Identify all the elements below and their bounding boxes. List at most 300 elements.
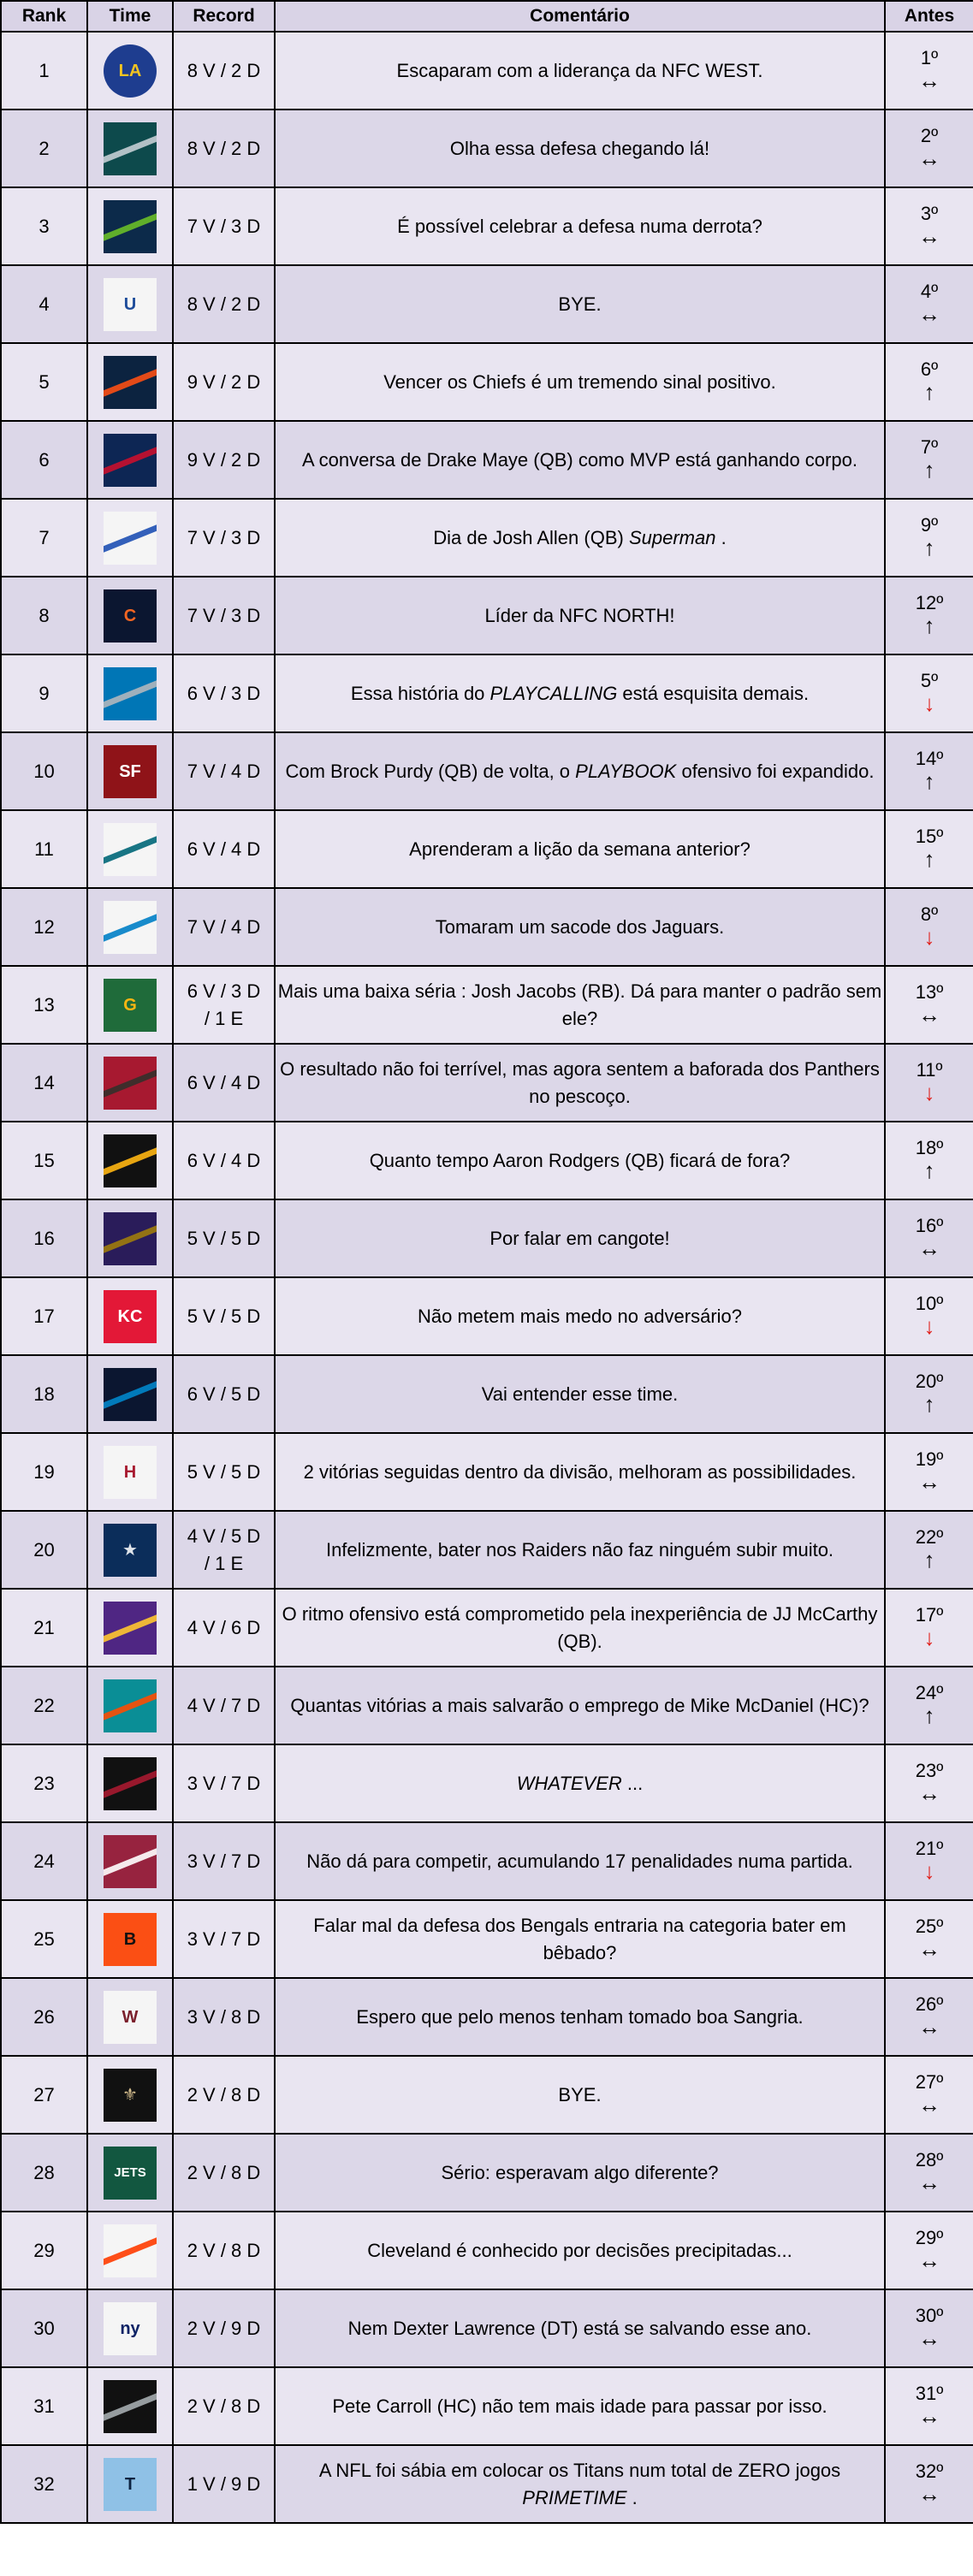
comment-cell bbox=[275, 2056, 885, 2134]
green-bay-packers-logo-icon bbox=[104, 979, 157, 1032]
las-vegas-raiders-logo-icon bbox=[104, 2380, 157, 2433]
comment-text: O ritmo ofensivo está comprometido pela inexperiência de JJ McCarthy (QB). bbox=[282, 1602, 878, 1652]
washington-commanders-logo-icon bbox=[104, 1991, 157, 2044]
table-row bbox=[1, 265, 973, 343]
logo-text: ★ bbox=[122, 1540, 138, 1560]
previous-rank: 10º bbox=[915, 1293, 944, 1315]
previous-rank-cell bbox=[885, 1044, 973, 1122]
table-row bbox=[1, 888, 973, 966]
previous-rank: 18º bbox=[915, 1137, 944, 1159]
logo-text: U bbox=[123, 294, 137, 314]
denver-broncos-logo-icon bbox=[104, 356, 157, 409]
table-row bbox=[1, 499, 973, 577]
houston-texans-logo-icon bbox=[104, 1446, 157, 1499]
comment-text: WHATEVER bbox=[516, 1772, 622, 1794]
trend-same-icon: ↔ bbox=[918, 223, 940, 250]
trend-same-icon: ↔ bbox=[918, 145, 940, 172]
arizona-cardinals-logo-icon bbox=[104, 1835, 157, 1888]
table-row bbox=[1, 1822, 973, 1900]
previous-rank: 31º bbox=[915, 2383, 944, 2405]
pittsburgh-steelers-logo-icon bbox=[104, 1134, 157, 1187]
record-cell: 3 V / 8 D bbox=[173, 1978, 275, 2056]
trend-up-icon: ↑ bbox=[923, 457, 935, 483]
logo-accent bbox=[104, 210, 157, 242]
comment-text: Infelizmente, bater nos Raiders não faz ninguém subir muito. bbox=[325, 1538, 834, 1560]
previous-rank-cell bbox=[885, 810, 973, 888]
rank-cell: 10 bbox=[1, 732, 87, 810]
dallas-cowboys-logo-icon bbox=[104, 1524, 157, 1577]
trend-same-icon: ↔ bbox=[918, 1780, 940, 1807]
trend-same-icon: ↔ bbox=[918, 1002, 940, 1028]
previous-rank: 17º bbox=[915, 1604, 944, 1626]
comment-cell bbox=[275, 1667, 885, 1744]
team-cell bbox=[87, 2134, 173, 2212]
comment-cell bbox=[275, 110, 885, 187]
team-cell bbox=[87, 187, 173, 265]
comment-cell bbox=[275, 32, 885, 110]
logo-text: SF bbox=[119, 761, 141, 781]
trend-down-icon: ↓ bbox=[923, 924, 935, 950]
previous-rank-cell bbox=[885, 732, 973, 810]
previous-rank: 12º bbox=[915, 592, 944, 614]
previous-rank: 23º bbox=[915, 1760, 944, 1782]
comment-text: Nem Dexter Lawrence (DT) está se salvando esse ano. bbox=[347, 2317, 812, 2339]
logo-accent bbox=[104, 2390, 157, 2422]
comment-text: O resultado não foi terrível, mas agora sentem a baforada dos Panthers no pescoço. bbox=[280, 1057, 880, 1107]
record-cell: 2 V / 8 D bbox=[173, 2056, 275, 2134]
previous-rank-cell bbox=[885, 2367, 973, 2445]
team-cell bbox=[87, 2289, 173, 2367]
seattle-seahawks-logo-icon bbox=[104, 200, 157, 253]
comment-cell bbox=[275, 1978, 885, 2056]
rank-cell: 18 bbox=[1, 1355, 87, 1433]
tennessee-titans-logo-icon bbox=[104, 2458, 157, 2511]
previous-rank-cell bbox=[885, 265, 973, 343]
previous-rank: 27º bbox=[915, 2071, 944, 2093]
trend-same-icon: ↔ bbox=[918, 301, 940, 328]
comment-cell bbox=[275, 966, 885, 1044]
trend-down-icon: ↓ bbox=[923, 690, 935, 717]
table-row bbox=[1, 1122, 973, 1199]
previous-rank: 11º bbox=[916, 1059, 943, 1081]
trend-same-icon: ↔ bbox=[918, 2403, 940, 2430]
rank-cell: 25 bbox=[1, 1900, 87, 1978]
comment-text: PLAYBOOK bbox=[575, 760, 677, 782]
record-cell: 6 V / 4 D bbox=[173, 810, 275, 888]
rank-cell: 14 bbox=[1, 1044, 87, 1122]
trend-same-icon: ↔ bbox=[918, 1936, 940, 1963]
comment-text: Quantas vitórias a mais salvarão o emprego de Mike McDaniel (HC)? bbox=[290, 1694, 869, 1716]
table-row bbox=[1, 1744, 973, 1822]
comment-cell bbox=[275, 343, 885, 421]
logo-text: ⚜ bbox=[122, 2085, 138, 2105]
logo-accent bbox=[104, 1690, 157, 1721]
jacksonville-jaguars-logo-icon bbox=[104, 823, 157, 876]
record-cell: 8 V / 2 D bbox=[173, 32, 275, 110]
comment-text: Sério: esperavam algo diferente? bbox=[441, 2161, 719, 2183]
team-cell bbox=[87, 1667, 173, 1744]
team-cell bbox=[87, 1978, 173, 2056]
previous-rank-cell bbox=[885, 2056, 973, 2134]
logo-accent bbox=[104, 133, 157, 164]
trend-down-icon: ↓ bbox=[923, 1080, 935, 1106]
previous-rank-cell bbox=[885, 32, 973, 110]
team-cell bbox=[87, 2445, 173, 2523]
previous-rank: 7º bbox=[920, 436, 939, 459]
record-cell: 3 V / 7 D bbox=[173, 1900, 275, 1978]
trend-same-icon: ↔ bbox=[918, 68, 940, 94]
comment-text: Olha essa defesa chegando lá! bbox=[449, 137, 710, 159]
comment-cell bbox=[275, 2289, 885, 2367]
trend-same-icon: ↔ bbox=[918, 2247, 940, 2274]
rank-cell: 8 bbox=[1, 577, 87, 654]
table-row bbox=[1, 2056, 973, 2134]
table-row bbox=[1, 1511, 973, 1589]
record-cell: 3 V / 7 D bbox=[173, 1744, 275, 1822]
comment-cell bbox=[275, 421, 885, 499]
previous-rank-cell bbox=[885, 1277, 973, 1355]
table-row bbox=[1, 343, 973, 421]
logo-text: T bbox=[124, 2474, 136, 2494]
comment-text: Não metem mais medo no adversário? bbox=[417, 1305, 743, 1327]
logo-text: ny bbox=[120, 2318, 140, 2338]
record-cell: 1 V / 9 D bbox=[173, 2445, 275, 2523]
los-angeles-chargers-logo-icon bbox=[104, 901, 157, 954]
comment-text: BYE. bbox=[558, 2083, 602, 2105]
new-york-jets-logo-icon bbox=[104, 2147, 157, 2200]
trend-same-icon: ↔ bbox=[918, 2170, 940, 2196]
logo-text: LA bbox=[118, 61, 142, 80]
team-cell bbox=[87, 421, 173, 499]
record-cell: 5 V / 5 D bbox=[173, 1277, 275, 1355]
trend-down-icon: ↓ bbox=[923, 1625, 935, 1651]
comment-cell bbox=[275, 1511, 885, 1589]
comment-text: Tomaram um sacode dos Jaguars. bbox=[435, 915, 725, 938]
previous-rank: 15º bbox=[915, 826, 944, 848]
table-row bbox=[1, 1277, 973, 1355]
previous-rank: 28º bbox=[915, 2149, 944, 2171]
comment-text: Dia de Josh Allen (QB) bbox=[433, 526, 629, 548]
comment-cell bbox=[275, 1589, 885, 1667]
previous-rank: 6º bbox=[920, 358, 939, 381]
trend-same-icon: ↔ bbox=[918, 1235, 940, 1262]
comment-cell bbox=[275, 888, 885, 966]
trend-up-icon: ↑ bbox=[923, 535, 935, 561]
previous-rank: 14º bbox=[915, 748, 944, 770]
previous-rank: 9º bbox=[920, 514, 939, 536]
comment-text: Espero que pelo menos tenham tomado boa Sangria. bbox=[356, 2005, 804, 2028]
record-cell: 9 V / 2 D bbox=[173, 343, 275, 421]
cincinnati-bengals-logo-icon bbox=[104, 1913, 157, 1966]
comment-cell bbox=[275, 1900, 885, 1978]
comment-text: Mais uma baixa séria : Josh Jacobs (RB). Dá para manter o padrão sem ele? bbox=[277, 980, 882, 1029]
previous-rank-cell bbox=[885, 1978, 973, 2056]
previous-rank: 22º bbox=[915, 1526, 944, 1549]
previous-rank-cell bbox=[885, 577, 973, 654]
table-row bbox=[1, 2289, 973, 2367]
record-cell: 6 V / 4 D bbox=[173, 1122, 275, 1199]
table-row bbox=[1, 1667, 973, 1744]
rank-cell: 2 bbox=[1, 110, 87, 187]
comment-text: É possível celebrar a defesa numa derrota? bbox=[397, 215, 762, 237]
comment-cell bbox=[275, 810, 885, 888]
team-cell bbox=[87, 1900, 173, 1978]
rank-cell: 24 bbox=[1, 1822, 87, 1900]
header-comentario: Comentário bbox=[275, 1, 885, 32]
record-cell: 7 V / 4 D bbox=[173, 732, 275, 810]
team-cell bbox=[87, 32, 173, 110]
record-cell: 5 V / 5 D bbox=[173, 1433, 275, 1511]
previous-rank-cell bbox=[885, 1900, 973, 1978]
comment-cell bbox=[275, 2367, 885, 2445]
comment-text: Essa história do bbox=[350, 682, 490, 704]
comment-cell bbox=[275, 577, 885, 654]
record-cell: 8 V / 2 D bbox=[173, 110, 275, 187]
rank-cell: 30 bbox=[1, 2289, 87, 2367]
team-cell bbox=[87, 499, 173, 577]
rank-cell: 29 bbox=[1, 2212, 87, 2289]
record-cell: 4 V / 7 D bbox=[173, 1667, 275, 1744]
team-cell bbox=[87, 1822, 173, 1900]
comment-cell bbox=[275, 1822, 885, 1900]
team-cell bbox=[87, 110, 173, 187]
rank-cell: 27 bbox=[1, 2056, 87, 2134]
previous-rank-cell bbox=[885, 2445, 973, 2523]
table-row bbox=[1, 1978, 973, 2056]
comment-cell bbox=[275, 1744, 885, 1822]
previous-rank-cell bbox=[885, 654, 973, 732]
previous-rank-cell bbox=[885, 499, 973, 577]
previous-rank-cell bbox=[885, 1667, 973, 1744]
logo-accent bbox=[104, 1145, 157, 1176]
comment-text: Falar mal da defesa dos Bengals entraria na categoria bater em bêbado? bbox=[313, 1914, 846, 1963]
new-york-giants-logo-icon bbox=[104, 2302, 157, 2355]
record-cell: 4 V / 6 D bbox=[173, 1589, 275, 1667]
table-row bbox=[1, 2445, 973, 2523]
team-cell bbox=[87, 1199, 173, 1277]
rank-cell: 32 bbox=[1, 2445, 87, 2523]
rank-cell: 20 bbox=[1, 1511, 87, 1589]
previous-rank: 3º bbox=[920, 203, 939, 225]
logo-accent bbox=[104, 444, 157, 476]
table-row bbox=[1, 732, 973, 810]
team-cell bbox=[87, 654, 173, 732]
trend-same-icon: ↔ bbox=[918, 2092, 940, 2118]
comment-text: Aprenderam a lição da semana anterior? bbox=[409, 838, 751, 860]
rank-cell: 31 bbox=[1, 2367, 87, 2445]
rank-cell: 19 bbox=[1, 1433, 87, 1511]
atlanta-falcons-logo-icon bbox=[104, 1757, 157, 1810]
comment-cell bbox=[275, 1277, 885, 1355]
team-cell bbox=[87, 1277, 173, 1355]
rank-cell: 21 bbox=[1, 1589, 87, 1667]
previous-rank: 20º bbox=[915, 1371, 944, 1393]
previous-rank-cell bbox=[885, 187, 973, 265]
team-cell bbox=[87, 1589, 173, 1667]
team-cell bbox=[87, 2367, 173, 2445]
record-cell: 5 V / 5 D bbox=[173, 1199, 275, 1277]
record-cell: 6 V / 4 D bbox=[173, 1044, 275, 1122]
table-row bbox=[1, 187, 973, 265]
san-francisco-49ers-logo-icon bbox=[104, 745, 157, 798]
new-orleans-saints-logo-icon bbox=[104, 2069, 157, 2122]
team-cell bbox=[87, 577, 173, 654]
trend-up-icon: ↑ bbox=[923, 1391, 935, 1418]
table-row bbox=[1, 810, 973, 888]
logo-text: JETS bbox=[114, 2165, 146, 2180]
team-cell bbox=[87, 2056, 173, 2134]
comment-text: PRIMETIME bbox=[522, 2486, 627, 2508]
table-row bbox=[1, 966, 973, 1044]
previous-rank-cell bbox=[885, 2289, 973, 2367]
previous-rank-cell bbox=[885, 888, 973, 966]
team-cell bbox=[87, 1511, 173, 1589]
team-cell bbox=[87, 966, 173, 1044]
previous-rank-cell bbox=[885, 1199, 973, 1277]
team-cell bbox=[87, 888, 173, 966]
previous-rank: 25º bbox=[915, 1916, 944, 1938]
previous-rank: 29º bbox=[915, 2227, 944, 2249]
comment-text: A conversa de Drake Maye (QB) como MVP está ganhando corpo. bbox=[302, 448, 857, 471]
team-cell bbox=[87, 343, 173, 421]
comment-text: ofensivo foi expandido. bbox=[676, 760, 875, 782]
comment-text: Superman bbox=[628, 526, 716, 548]
trend-up-icon: ↑ bbox=[923, 846, 935, 873]
previous-rank-cell bbox=[885, 1433, 973, 1511]
previous-rank: 5º bbox=[920, 670, 939, 692]
previous-rank-cell bbox=[885, 421, 973, 499]
logo-text: G bbox=[123, 995, 137, 1015]
logo-accent bbox=[104, 911, 157, 943]
rank-cell: 5 bbox=[1, 343, 87, 421]
table-body bbox=[1, 32, 973, 2523]
trend-up-icon: ↑ bbox=[923, 1703, 935, 1729]
previous-rank: 21º bbox=[915, 1838, 944, 1860]
record-cell: 4 V / 5 D / 1 E bbox=[173, 1511, 275, 1589]
previous-rank-cell bbox=[885, 110, 973, 187]
logo-accent bbox=[104, 1067, 157, 1099]
trend-down-icon: ↓ bbox=[923, 1313, 935, 1340]
rank-cell: 9 bbox=[1, 654, 87, 732]
comment-text: Escaparam com a liderança da NFC WEST. bbox=[396, 59, 763, 81]
record-cell: 9 V / 2 D bbox=[173, 421, 275, 499]
table-row bbox=[1, 1355, 973, 1433]
previous-rank-cell bbox=[885, 2134, 973, 2212]
comment-text: 2 vitórias seguidas dentro da divisão, melhoram as possibilidades. bbox=[303, 1460, 857, 1483]
comment-cell bbox=[275, 499, 885, 577]
logo-accent bbox=[104, 2235, 157, 2266]
rank-cell: 1 bbox=[1, 32, 87, 110]
logo-accent bbox=[104, 678, 157, 709]
record-cell: 2 V / 8 D bbox=[173, 2367, 275, 2445]
team-cell bbox=[87, 1044, 173, 1122]
previous-rank-cell bbox=[885, 1355, 973, 1433]
comment-text: PLAYCALLING bbox=[489, 682, 618, 704]
team-cell bbox=[87, 732, 173, 810]
previous-rank: 19º bbox=[915, 1448, 944, 1471]
logo-accent bbox=[104, 366, 157, 398]
comment-cell bbox=[275, 1044, 885, 1122]
chicago-bears-logo-icon bbox=[104, 589, 157, 643]
previous-rank-cell bbox=[885, 1744, 973, 1822]
comment-text: Cleveland é conhecido por decisões precipitadas... bbox=[367, 2239, 792, 2261]
previous-rank: 13º bbox=[915, 981, 944, 1004]
record-cell: 6 V / 5 D bbox=[173, 1355, 275, 1433]
table-row bbox=[1, 32, 973, 110]
previous-rank: 16º bbox=[915, 1215, 944, 1237]
rank-cell: 11 bbox=[1, 810, 87, 888]
previous-rank: 2º bbox=[920, 125, 939, 147]
comment-text: Vencer os Chiefs é um tremendo sinal positivo. bbox=[383, 370, 776, 393]
trend-up-icon: ↑ bbox=[923, 379, 935, 406]
logo-accent bbox=[104, 1612, 157, 1643]
comment-text: Com Brock Purdy (QB) de volta, o bbox=[285, 760, 576, 782]
previous-rank: 24º bbox=[915, 1682, 944, 1704]
philadelphia-eagles-logo-icon bbox=[104, 122, 157, 175]
trend-up-icon: ↑ bbox=[923, 1158, 935, 1184]
record-cell: 7 V / 3 D bbox=[173, 577, 275, 654]
table-row bbox=[1, 1433, 973, 1511]
header-antes: Antes bbox=[885, 1, 973, 32]
table-row bbox=[1, 1044, 973, 1122]
los-angeles-rams-logo-icon bbox=[104, 44, 157, 98]
logo-text: C bbox=[123, 606, 137, 625]
comment-text: . bbox=[626, 2486, 638, 2508]
table-row bbox=[1, 2212, 973, 2289]
previous-rank: 1º bbox=[920, 47, 939, 69]
rank-cell: 22 bbox=[1, 1667, 87, 1744]
comment-text: Quanto tempo Aaron Rodgers (QB) ficará de fora? bbox=[369, 1149, 791, 1171]
team-cell bbox=[87, 1433, 173, 1511]
rank-cell: 6 bbox=[1, 421, 87, 499]
rank-cell: 15 bbox=[1, 1122, 87, 1199]
new-england-patriots-logo-icon bbox=[104, 434, 157, 487]
comment-text: A NFL foi sábia em colocar os Titans num total de ZERO jogos bbox=[318, 2459, 841, 2481]
previous-rank: 4º bbox=[920, 281, 939, 303]
team-cell bbox=[87, 1122, 173, 1199]
buffalo-bills-logo-icon bbox=[104, 512, 157, 565]
detroit-lions-logo-icon bbox=[104, 667, 157, 720]
comment-cell bbox=[275, 187, 885, 265]
logo-accent bbox=[104, 1768, 157, 1799]
comment-text: ... bbox=[621, 1772, 644, 1794]
indianapolis-colts-logo-icon bbox=[104, 278, 157, 331]
logo-accent bbox=[104, 522, 157, 554]
miami-dolphins-logo-icon bbox=[104, 1679, 157, 1732]
previous-rank: 26º bbox=[915, 1993, 944, 2016]
previous-rank-cell bbox=[885, 2212, 973, 2289]
rank-cell: 26 bbox=[1, 1978, 87, 2056]
previous-rank: 8º bbox=[920, 903, 939, 926]
comment-text: . bbox=[715, 526, 727, 548]
comment-cell bbox=[275, 1199, 885, 1277]
previous-rank-cell bbox=[885, 343, 973, 421]
record-cell: 7 V / 3 D bbox=[173, 499, 275, 577]
header-time: Time bbox=[87, 1, 173, 32]
previous-rank-cell bbox=[885, 966, 973, 1044]
rank-cell: 3 bbox=[1, 187, 87, 265]
logo-accent bbox=[104, 1223, 157, 1254]
minnesota-vikings-logo-icon bbox=[104, 1602, 157, 1655]
comment-cell bbox=[275, 1433, 885, 1511]
team-cell bbox=[87, 1355, 173, 1433]
logo-accent bbox=[104, 1378, 157, 1410]
table-row bbox=[1, 654, 973, 732]
logo-text: W bbox=[122, 2007, 139, 2027]
carolina-panthers-logo-icon bbox=[104, 1368, 157, 1421]
record-cell: 7 V / 3 D bbox=[173, 187, 275, 265]
record-cell: 2 V / 9 D bbox=[173, 2289, 275, 2367]
